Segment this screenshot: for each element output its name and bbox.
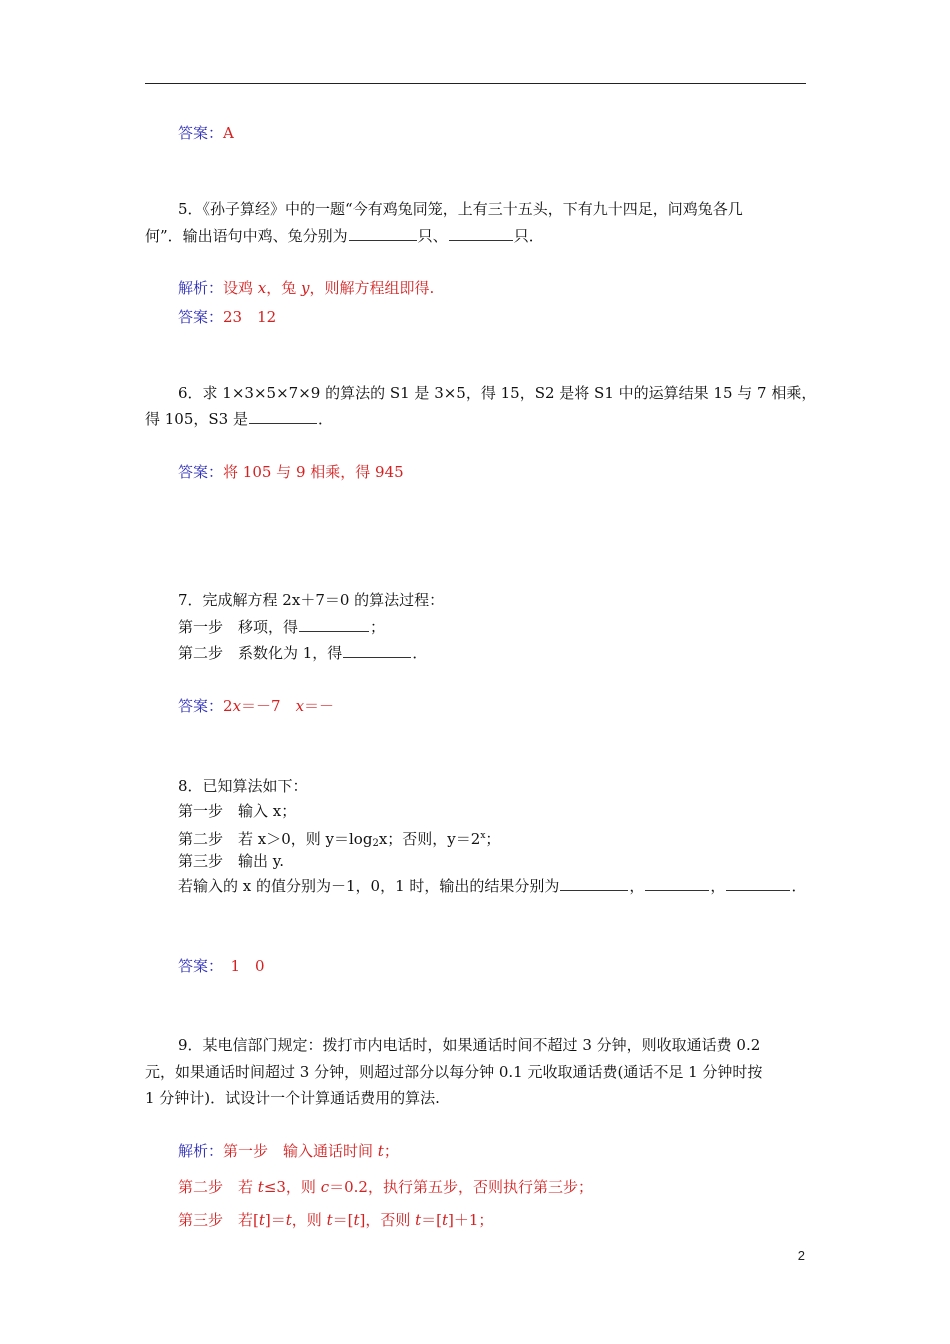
- q8-answer: [178, 956, 265, 976]
- variable: x: [295, 697, 305, 715]
- q9-analysis-step2: [178, 1177, 593, 1197]
- q8-line1: 8．已知算法如下：: [178, 777, 308, 795]
- q6-line1: 6．求 1×3×5×7×9 的算法的 S1 是 3×5，得 15，S2 是将 S1 中的运算结果 15 与 7 相乘，: [178, 384, 817, 402]
- q8-step2: [178, 826, 500, 854]
- analysis-text: ＝0.2，执行第五步，否则执行第三步；: [329, 1178, 593, 1196]
- answer-text: 将 105 与 9 相乘，得 945: [223, 463, 404, 481]
- answer-label: 答案：: [178, 124, 224, 142]
- answer-label: 答案：: [178, 957, 216, 975]
- analysis-text: ]＝: [264, 1211, 286, 1229]
- variable: t: [257, 1178, 264, 1196]
- analysis-text: ＝[: [421, 1211, 442, 1229]
- variable: c: [320, 1178, 330, 1196]
- q9-line2: 元，如果通话时间超过 3 分钟，则超过部分以每分钟 0.1 元收取通话费(通话不足 1 分钟时按: [145, 1063, 763, 1081]
- answer-blank: [645, 876, 709, 891]
- q8-step1: 第一步 输入 x；: [178, 802, 297, 820]
- variable: t: [285, 1211, 292, 1229]
- answer-blank: [249, 409, 317, 424]
- answer-part: ＝－: [304, 697, 335, 715]
- q7-step1: [178, 617, 385, 637]
- q8-step3: 第三步 输出 y.: [178, 852, 285, 870]
- q5-text: 只．: [513, 227, 544, 245]
- q5-answer: [178, 307, 276, 327]
- q9-line3: 1 分钟计)．试设计一个计算通话费用的算法.: [145, 1089, 440, 1107]
- analysis-label: 解析：: [178, 279, 224, 297]
- q7-answer: [178, 696, 334, 716]
- q5-text: 只、: [417, 227, 448, 245]
- variable: x: [257, 279, 267, 297]
- q5-text: 何”．输出语句中鸡、兔分别为: [145, 227, 348, 245]
- q9-analysis-step3: [178, 1210, 493, 1230]
- analysis-text: ]＋1；: [448, 1211, 494, 1229]
- q8-text: ，: [710, 877, 726, 895]
- q6-line2: [145, 409, 333, 429]
- answer-blank: [299, 617, 369, 632]
- analysis-text: ＝[: [332, 1211, 354, 1229]
- q8-text: x；否则，y＝2: [378, 830, 481, 848]
- answer-text: 1 0: [215, 957, 265, 975]
- analysis-text: ≤3，则: [263, 1178, 321, 1196]
- q9-analysis-step1: [178, 1141, 399, 1161]
- q5-line2: [145, 226, 544, 246]
- answer-part: ＝－7: [241, 697, 296, 715]
- analysis-text: 第一步 输入通话时间: [223, 1142, 378, 1160]
- q6-text: ．: [318, 410, 334, 428]
- q7-line1: 7．完成解方程 2x＋7＝0 的算法过程：: [178, 591, 445, 609]
- q7-text: ；: [370, 618, 386, 636]
- q7-text: ．: [412, 644, 428, 662]
- variable: t: [258, 1211, 265, 1229]
- variable: t: [442, 1211, 449, 1229]
- analysis-label: 解析：: [178, 1142, 224, 1160]
- q4-answer: [178, 123, 234, 143]
- answer-part: 2: [223, 697, 233, 715]
- answer-text: A: [223, 124, 234, 142]
- answer-blank: [349, 226, 417, 241]
- analysis-text: 第二步 若: [178, 1178, 258, 1196]
- q9-line1: 9．某电信部门规定：拨打市内电话时，如果通话时间不超过 3 分钟，则收取通话费 0.2: [178, 1036, 761, 1054]
- variable: x: [232, 697, 242, 715]
- q5-analysis: [178, 278, 434, 298]
- analysis-text: ，兔: [266, 279, 302, 297]
- analysis-text: 第三步 若[: [178, 1211, 259, 1229]
- q7-text: 第一步 移项，得: [178, 618, 299, 636]
- analysis-text: ]，否则: [359, 1211, 416, 1229]
- q8-text: 若输入的 x 的值分别为－1，0，1 时，输出的结果分别为: [178, 877, 560, 895]
- q7-step2: [178, 643, 427, 663]
- q8-text: 第二步 若 x＞0，则 y＝log: [178, 830, 373, 848]
- analysis-text: ；: [383, 1142, 399, 1160]
- answer-blank: [560, 876, 628, 891]
- q8-text: ；: [485, 830, 501, 848]
- answer-label: 答案：: [178, 308, 224, 326]
- log-base: 2: [372, 838, 379, 849]
- exponent: x: [480, 831, 486, 841]
- q8-text: ．: [791, 877, 807, 895]
- answer-text: [223, 697, 334, 715]
- q6-answer: [178, 462, 404, 482]
- q6-text: 得 105，S3 是: [145, 410, 248, 428]
- header-rule: [145, 83, 806, 84]
- variable: t: [377, 1142, 384, 1160]
- analysis-text: ，则解方程组即得.: [309, 279, 435, 297]
- variable: t: [326, 1211, 333, 1229]
- q8-text: ，: [629, 877, 645, 895]
- answer-blank: [726, 876, 790, 891]
- analysis-text: 设鸡: [223, 279, 258, 297]
- q8-line5: [178, 876, 806, 896]
- answer-label: 答案：: [178, 463, 224, 481]
- variable: y: [301, 279, 310, 297]
- answer-blank: [343, 643, 411, 658]
- q7-text: 第二步 系数化为 1，得: [178, 644, 343, 662]
- analysis-text: ，则: [291, 1211, 327, 1229]
- page-number: 2: [797, 1248, 805, 1263]
- q5-line1: 5．《孙子算经》中的一题“今有鸡兔同笼，上有三十五头，下有九十四足，问鸡兔各几: [178, 200, 743, 218]
- variable: t: [353, 1211, 360, 1229]
- answer-label: 答案：: [178, 697, 224, 715]
- answer-text: 23 12: [223, 308, 277, 326]
- variable: t: [415, 1211, 422, 1229]
- answer-blank: [449, 226, 513, 241]
